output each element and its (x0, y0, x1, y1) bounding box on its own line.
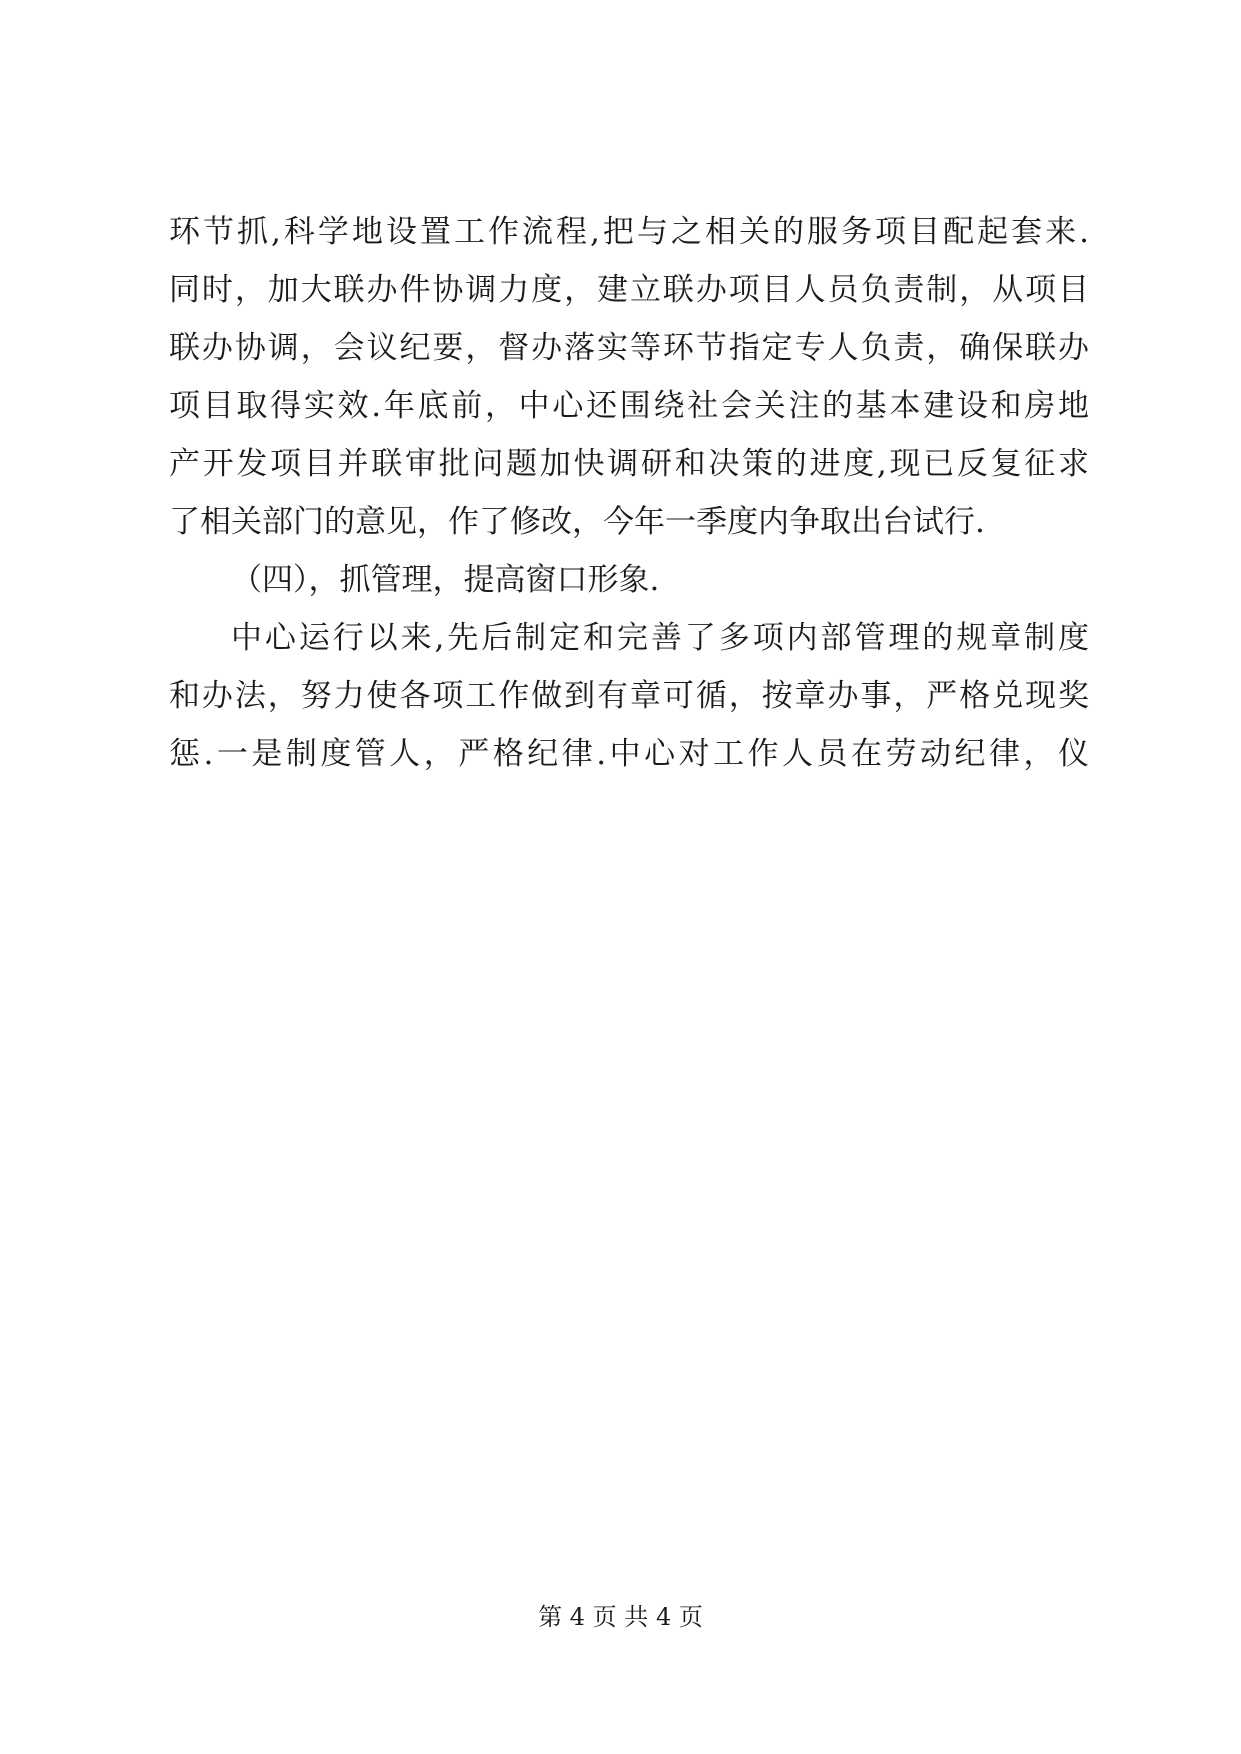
body-line: 中心运行以来,先后制定和完善了多项内部管理的规章制度 (231, 620, 1089, 656)
body-line: 产开发项目并联审批问题加快调研和决策的进度,现已反复征求 (169, 446, 1089, 482)
body-line: 同时，加大联办件协调力度，建立联办项目人员负责制，从项目 (169, 272, 1089, 308)
body-line: 惩.一是制度管人，严格纪律.中心对工作人员在劳动纪律，仪 (169, 736, 1089, 772)
document-body (169, 203, 1089, 783)
body-line: 联办协调，会议纪要，督办落实等环节指定专人负责，确保联办 (169, 330, 1089, 366)
body-line: 环节抓,科学地设置工作流程,把与之相关的服务项目配起套来. (169, 214, 1089, 250)
body-line: 和办法，努力使各项工作做到有章可循，按章办事，严格兑现奖 (169, 678, 1089, 714)
section-heading: （四），抓管理，提高窗口形象. (231, 562, 660, 598)
page-number: 第 4 页 共 4 页 (538, 1603, 703, 1631)
body-line: 项目取得实效.年底前，中心还围绕社会关注的基本建设和房地 (169, 388, 1089, 424)
body-line: 了相关部门的意见，作了修改，今年一季度内争取出台试行. (169, 504, 985, 540)
